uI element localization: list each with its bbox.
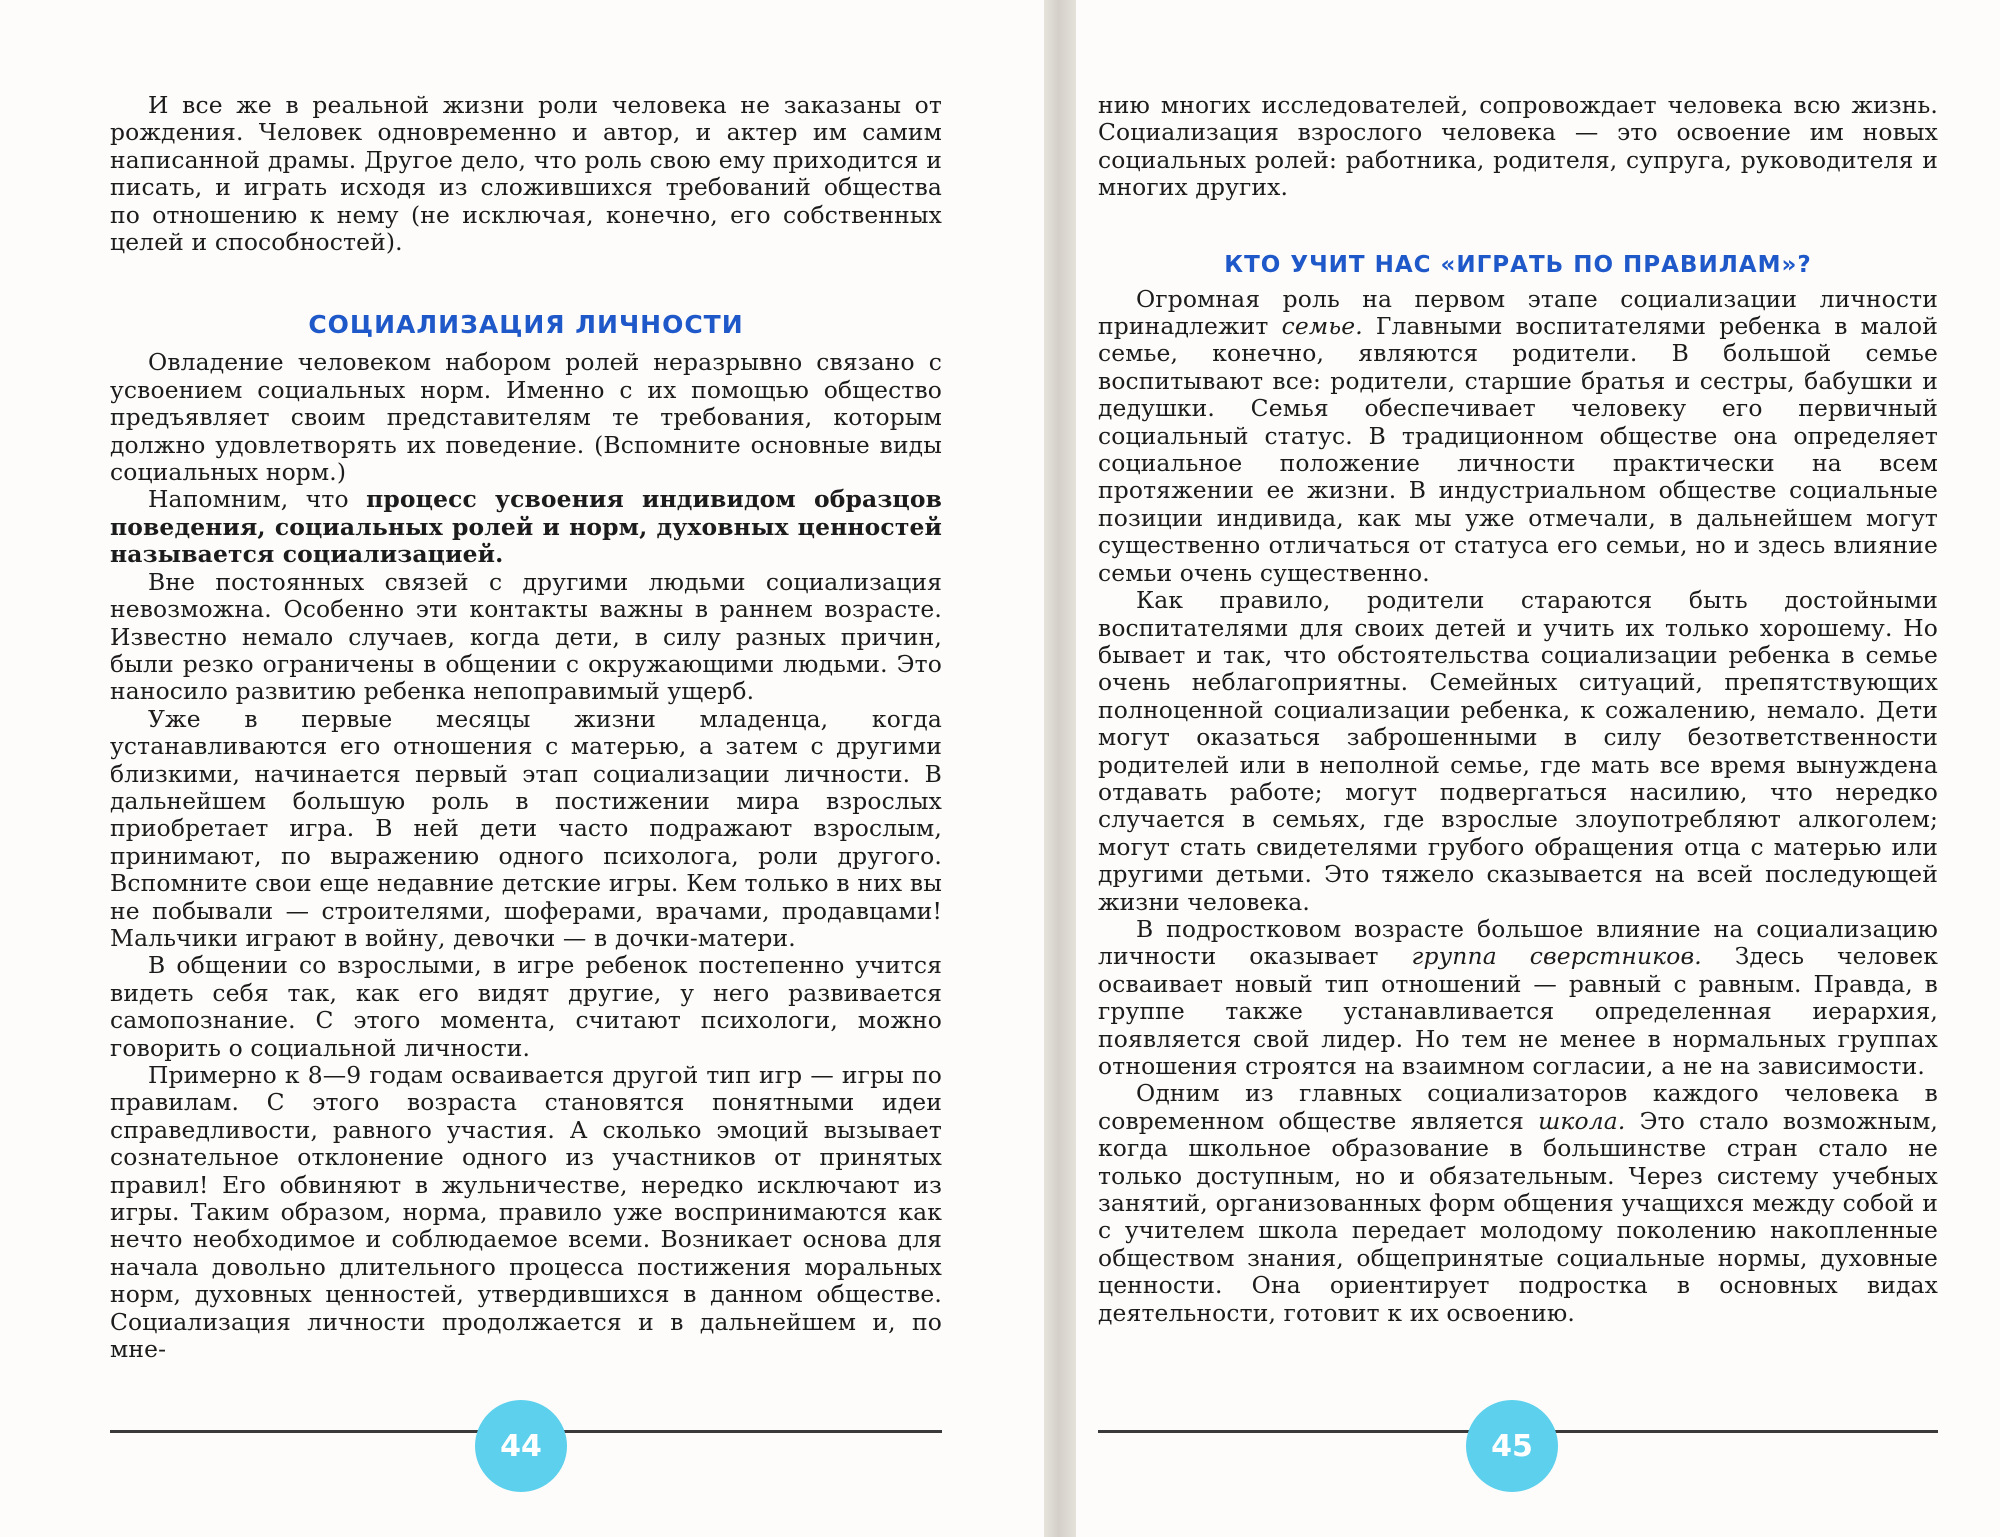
section-heading-socialization: СОЦИАЛИЗАЦИЯ ЛИЧНОСТИ (308, 310, 744, 340)
paragraph-continuation: нию многих исследователей, сопровождает человека всю жизнь. Социализация взрослого человека — это освоение им новых социальных ролей: работника, родителя, супруга, руководителя и многих других. (1098, 91, 1938, 202)
paragraph-social-norms: Овладение человеком набором ролей неразрывно связано с усвоением социальных норм. Именно с их помощью общество предъявляет своим представителям те требования, которым должно удовлетворять их поведение. (Вспомните основные виды социальных норм.) (110, 348, 942, 487)
paragraph-self-awareness: В общении со взрослыми, в игре ребенок постепенно учится видеть себя так, как его видят другие, у него развивается самопознание. С этого момента, считают психологи, можно говорить о социальной личности. (110, 951, 942, 1062)
paragraph-peers (1098, 916, 1938, 1080)
family-text-a: Огромная роль на первом этапе социализации личности принадлежит (1098, 284, 1938, 341)
peers-italic: группа сверстников. (1411, 942, 1702, 971)
definition-bold-text: процесс усвоения индивидом образцов поведения, социальных ролей и норм, духовных ценностей называется социализацией. (110, 485, 942, 569)
left-page-content (110, 92, 942, 1363)
family-text-b: Главными воспитателями ребенка в малой семье, конечно, являются родители. В большой семье воспитывают все: родители, старшие братья и сестры, бабушки и дедушки. Семья обеспечивает человеку его первичный социальный статус. В традиционном обществе она определяет социальное положение личности практически на всем протяжении ее жизни. В индустриальном обществе социальные позиции индивида, как мы уже отмечали, в дальнейшем могут существенно отличаться от статуса его семьи, но и здесь влияние семьи очень существенно. (1098, 312, 1939, 587)
school-text-a: Одним из главных социализаторов каждого человека в современном обществе является (1098, 1079, 1938, 1135)
family-italic: семье. (1281, 312, 1363, 341)
definition-lead-text: Напомним, что (148, 485, 367, 514)
paragraph-parents: Как правило, родители стараются быть достойными воспитателями для своих детей и учить их только хорошему. Но бывает и так, что обстоятельства социализации ребенка в семье очень неблагоприятны. Семейных ситуаций, препятствующих полноценной социализации ребенка, к сожалению, немало. Дети могут оказаться заброшенными в силу безответственности родителей или в неполной семье, где мать все время вынуждена отдавать работе; могут подвергаться насилию, что нередко случается в семьях, где взрослые злоупотребляют алкоголем; могут стать свидетелями грубого обращения отца с матерью или другими детьми. Это тяжело сказывается на всей последующей жизни человека. (1098, 586, 1938, 916)
paragraph-first-stage: Уже в первые месяцы жизни младенца, когда устанавливаются его отношения с матерью, а затем с другими близкими, начинается первый этап социализации личности. В дальнейшем большую роль в постижении мира взрослых приобретает игра. В ней дети часто подражают взрослым, принимают, по выражению одного психолога, роли другого. Вспомните свои еще недавние детские игры. Кем только в них вы не побывали — строителями, шоферами, врачами, продавцами! Мальчики играют в войну, девочки — в дочки-матери. (110, 704, 942, 952)
school-italic: школа. (1538, 1106, 1626, 1135)
right-page (1076, 0, 2000, 1537)
paragraph-contacts: Вне постоянных связей с другими людьми социализация невозможна. Особенно эти контакты важны в раннем возрасте. Известно немало случаев, когда дети, в силу разных причин, были резко ограничены в общении с окружающими людьми. Это наносило развитию ребенка непоправимый ущерб. (110, 567, 942, 706)
peers-text-a: В подростковом возрасте большое влияние на социализацию личности оказывает (1098, 914, 1938, 971)
paragraph-family (1098, 286, 1938, 587)
book-gutter (1044, 0, 1076, 1537)
page-number-right: 45 (1466, 1400, 1558, 1492)
paragraph-rule-games: Примерно к 8—9 годам осваивается другой тип игр — игры по правилам. С этого возраста становятся понятными идеи справедливости, равного участия. А сколько эмоций вызывает сознательное отклонение одного из участников от принятых правил! Его обвиняют в жульничестве, нередко исключают из игры. Таким образом, норма, правило уже воспринимаются как нечто необходимое и соблюдаемое всеми. Возникает основа для начала довольно длительного процесса постижения моральных норм, духовных ценностей, утвердившихся в данном обществе. Социализация личности продолжается и в дальнейшем и, по мне- (110, 1061, 942, 1364)
peers-text-b: Здесь человек осваивает новый тип отношений — равный с равным. Правда, в группе также устанавливается определенная иерархия, появляется свой лидер. Но тем не менее в нормальных группах отношения строятся на взаимном согласии, а не на зависимости. (1098, 942, 1938, 1080)
paragraph-school (1098, 1080, 1938, 1327)
section-heading-rules: КТО УЧИТ НАС «ИГРАТЬ ПО ПРАВИЛАМ»? (1224, 251, 1812, 278)
page-number-left: 44 (475, 1400, 567, 1492)
school-text-b: Это стало возможным, когда школьное образование в большинстве стран стало не только доступным, но и обязательным. Через систему учебных занятий, организованных форм общения учащихся между собой и с учителем школа передает молодому поколению накопленные обществом знания, общепринятые социальные нормы, духовные ценности. Она ориентирует подростка в основных видах деятельности, готовит к их освоению. (1098, 1106, 1938, 1327)
paragraph-definition (110, 486, 942, 568)
right-page-content (1098, 92, 1938, 1327)
paragraph-roles-intro: И все же в реальной жизни роли человека не заказаны от рождения. Человек одновременно и автор, и актер им самим написанной драмы. Другое дело, что роль свою ему приходится и писать, и играть исходя из сложившихся требований общества по отношению к нему (не исключая, конечно, его собственных целей и способностей). (110, 91, 942, 257)
